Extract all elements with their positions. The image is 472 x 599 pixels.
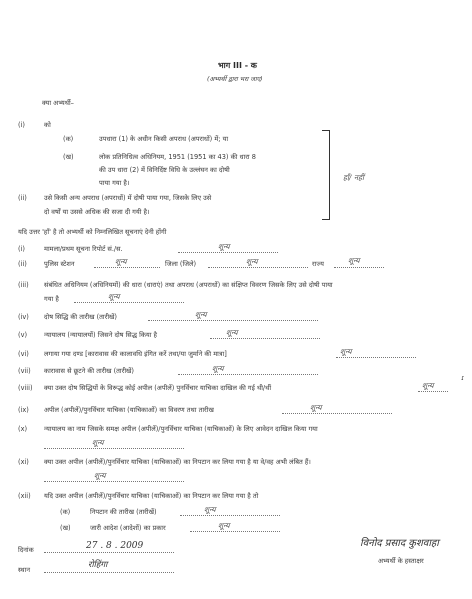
q2-line1: उसे किसी अन्य अपराध (अपराधों) में दोषी पाया गया, जिसके लिए उसे <box>44 194 212 202</box>
item-answer-state: शून्य <box>348 256 360 265</box>
answer-line <box>190 531 280 532</box>
item-answer: शून्य <box>195 310 207 319</box>
answer-yes-no: हाँ/ नहीं <box>343 173 364 182</box>
q1-b-label: (ख) <box>63 153 74 161</box>
item-answer: शून्य <box>94 471 106 480</box>
date-line <box>44 552 174 553</box>
item-number: (iii) <box>18 281 29 289</box>
item-number: (v) <box>18 331 28 339</box>
item-label: क्या उक्त दोष सिद्धियों के विरूद्ध कोई अपील (अपीलें) पुनर्विचार याचिका दाखिल की गई थी/थीं <box>44 384 272 392</box>
item-label-district: जिला (जिले) <box>165 260 197 268</box>
q1-a-text: उपधारा (1) के अधीन किसी अपराध (अपराधों) में; या <box>99 135 229 143</box>
item-label: मामला/प्रथम सूचना रिपोर्ट सं./स. <box>44 245 123 253</box>
answer-line <box>94 267 160 268</box>
item-number: (i) <box>18 245 25 253</box>
item-number: (xi) <box>18 458 29 466</box>
q2-number: (ii) <box>18 194 27 202</box>
sub-item-text: निपटान की तारीख (तारीखें) <box>90 508 157 516</box>
page-title: भाग III - क <box>218 61 257 70</box>
intro-text: क्या अभ्यर्थी– <box>42 99 74 107</box>
q1-b-line2: की उप धारा (2) में विनिर्दिष्ट विधि के उल्लंघन का दोषी <box>99 166 230 174</box>
answer-line <box>336 357 416 358</box>
item-answer: शून्य <box>218 242 230 251</box>
item-label: न्यायालय का नाम जिसके समक्ष अपील (अपीलें)/पुनर्विचार याचिका (याचिकाओं) के लिए आवेदन दाखिल किया गया <box>44 425 318 433</box>
q1-a-label: (क) <box>63 135 74 143</box>
q1-number: (i) <box>18 121 25 129</box>
place-value: रोहिंगा <box>88 560 108 570</box>
page-subtitle: (अभ्यर्थी द्वारा भरा जाए) <box>207 76 263 83</box>
if-yes-instruction: यदि उत्तर 'हाँ' है तो अभ्यर्थी को निम्नलिखित सूचनाएं देनी होंगी <box>18 228 167 236</box>
q1-b-line1: लोक प्रतिनिधित्व अधिनियम, 1951 (1951 का 43) की धारा 8 <box>99 153 256 161</box>
answer-line <box>282 413 392 414</box>
answer-line <box>418 391 448 392</box>
answer-line <box>180 515 280 516</box>
item-number: (vi) <box>18 350 29 358</box>
place-label: स्थान <box>18 566 31 574</box>
item-answer: शून्य <box>108 292 120 301</box>
answer-line <box>74 302 184 303</box>
answer-line <box>178 252 278 253</box>
item-answer: शून्य <box>115 257 127 266</box>
answer-line <box>210 338 320 339</box>
item-answer: शून्य <box>310 403 322 412</box>
date-value: 27 . 8 . 2009 <box>86 541 144 551</box>
right-brace <box>322 130 330 220</box>
q1-b-line3: पाया गया है। <box>99 179 130 187</box>
item-answer: शून्य <box>92 438 104 447</box>
answer-line <box>44 481 184 482</box>
item-number: (iv) <box>18 313 29 321</box>
item-number: (xii) <box>18 492 31 500</box>
item-answer: शून्य <box>422 381 434 390</box>
answer-line <box>334 267 384 268</box>
item-label-cont: गया है <box>44 295 59 303</box>
item-label: न्यायालय (न्यायालयों) जिसने दोष सिद्ध किया है <box>44 331 158 339</box>
item-label: यदि उक्त अपील (अपीलें)/पुनर्विचार याचिका (याचिकाओं) का निपटान कर लिया गया है तो <box>44 492 259 500</box>
item-label-state: राज्य <box>312 260 325 268</box>
place-line <box>44 572 174 573</box>
signature: विनोद प्रसाद कुशवाहा <box>360 538 439 549</box>
margin-mark: ɾ <box>461 374 465 382</box>
answer-line <box>178 374 318 375</box>
q2-line2: दो वर्षों या उससे अधिक की सजा दी गयी है। <box>44 208 150 216</box>
item-label: लगाया गया दण्ड [कारावास की कालावधि इंगित करें तथा/या जुर्माने की मात्रा] <box>44 350 227 358</box>
item-answer: शून्य <box>340 347 352 356</box>
item-number: (ii) <box>18 260 27 268</box>
item-number: (viii) <box>18 384 33 392</box>
answer-line <box>148 320 318 321</box>
item-number: (x) <box>18 425 28 433</box>
item-answer-district: शून्य <box>246 257 258 266</box>
item-number: (vii) <box>18 367 31 375</box>
q1-ko: को <box>44 121 51 129</box>
sub-item-text: जारी आदेश (आदेशों) का प्रकार <box>90 524 166 532</box>
item-label: क्या उक्त अपील (अपीलें)/पुनर्विचार याचिका (याचिकाओं) का निपटान कर लिया गया है या वे/वह अभी लंबित हैं। <box>44 458 311 466</box>
answer-line <box>44 448 184 449</box>
answer-line <box>208 267 308 268</box>
item-label: संबंधित अधिनियम (अधिनियमों) की धारा (धाराएं) तथा अपराध (अपराधों) का संक्षिप्त विवरण जिसके लिए उसे दोषी पाया <box>44 281 333 289</box>
sub-item-answer: शून्य <box>204 505 216 514</box>
signature-caption: अभ्यर्थी के हस्ताक्षर <box>378 557 424 565</box>
item-label: कारावास से छूटने की तारीख (तारीखें) <box>44 367 134 375</box>
item-label: दोष सिद्धि की तारीख (तारीखें) <box>44 313 117 321</box>
item-number: (ix) <box>18 406 29 414</box>
item-answer: शून्य <box>212 364 224 373</box>
sub-item-label: (ख) <box>60 524 71 532</box>
date-label: दिनांक <box>18 546 34 554</box>
item-answer: शून्य <box>226 328 238 337</box>
sub-item-answer: शून्य <box>218 521 230 530</box>
item-label: पुलिस स्टेशन <box>44 260 75 268</box>
item-label: अपील (अपीलें)/पुनर्विचार याचिका (याचिकाओं) का विवरण तथा तारीख <box>44 406 214 414</box>
sub-item-label: (क) <box>60 508 71 516</box>
